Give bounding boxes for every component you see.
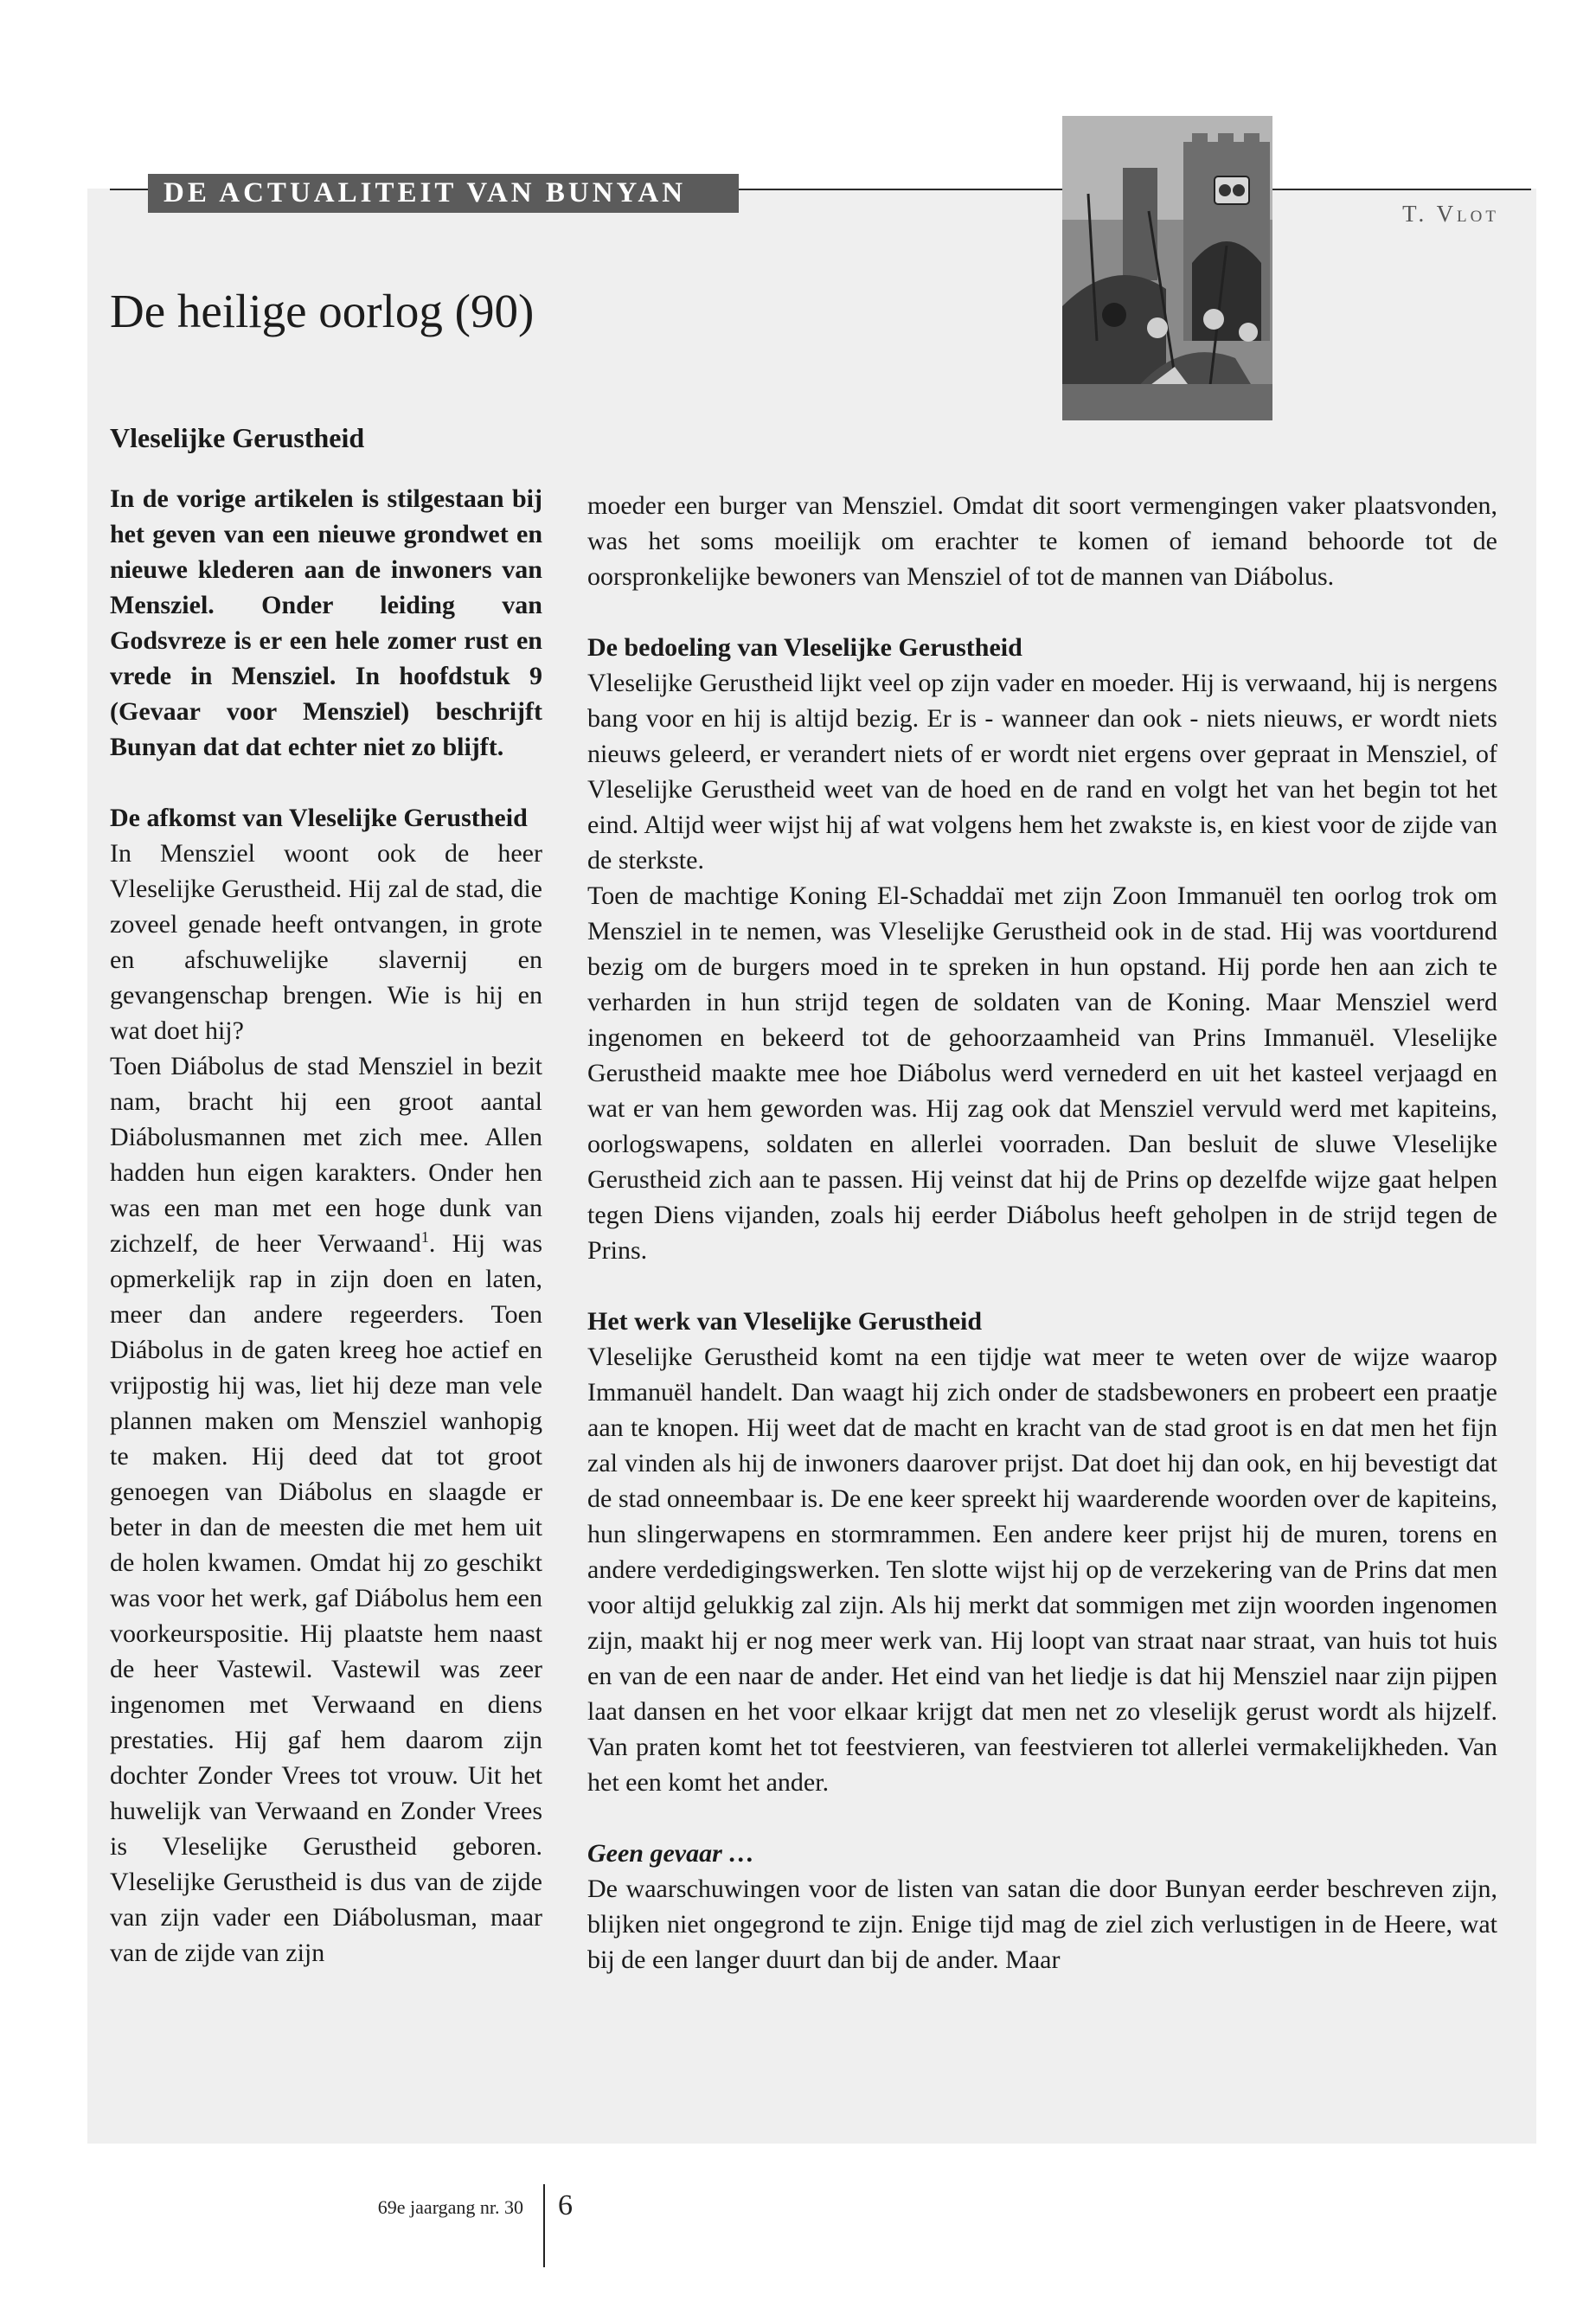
paragraph-bedoeling-1: Vleselijke Gerustheid lijkt veel op zijn vader en moeder. Hij is verwaand, hij is nergens bang voor en hij is altijd bezig. Er is - wanneer dan ook - niets nieuws, er wordt niets nieuws geleerd, er verandert niets of er wordt niet ergens over gepraat in Mensziel, of Vleselijke Gerustheid weet van de hoed en de rand en volgt het van het begin tot het eind. Altijd weer wijst hij af wat volgens hem het zwakste is, en kiest voor de zijde van de sterkste. (587, 669, 1497, 875)
paragraph-afkomst-2 (110, 1048, 542, 1971)
heading-gevaar: Geen gevaar … (587, 1839, 755, 1868)
left-column (110, 420, 542, 1971)
paragraph-afkomst-1: In Mensziel woont ook de heer Vleselijke Gerustheid. Hij zal de stad, die zoveel genade heeft ontvangen, in grote en afschuwelijke slavernij en gevangenschap brengen. Wie is hij en wat doet hij? (110, 839, 542, 1045)
heading-werk: Het werk van Vleselijke Gerustheid (587, 1307, 983, 1336)
page-number: 6 (558, 2189, 573, 2221)
heading-bedoeling: De bedoeling van Vleselijke Gerustheid (587, 633, 1022, 662)
paragraph-werk: Vleselijke Gerustheid komt na een tijdje wat meer te weten over de wijze waarop Immanuël handelt. Dan waagt hij zich onder de stadsbewoners en probeert een praatje aan te knopen. Hij weet dat de macht en kracht van de stad groot is en dat men het fijn zal vinden als hij de inwoners daarover prijst. Dat doet hij dan ook, en hij bevestigt dat de stad onneembaar is. De ene keer spreekt hij waarderende woorden over de kapiteins, hun slingerwapens en stormrammen. Een andere keer prijst hij de muren, torens en andere verdedigingswerken. Ten slotte wijst hij op de verzekering van de Prins dat men voor altijd gelukkig zal zijn. Als hij merkt dat sommigen met zijn woorden ingenomen zijn, maakt hij er nog meer werk van. Hij loopt van straat naar straat, van huis tot huis en van de een naar de ander. Het eind van het liedje is dat hij Mensziel naar zijn pijpen laat dansen en het voor elkaar krijgt dat men net zo vleselijk gerust wordt als hijzelf. Van praten komt het tot feestvieren, van feestvieren tot allerlei vermakelijkheden. Van het een komt het ander. (587, 1343, 1497, 1797)
paragraph-afkomst-2a: Toen Diábolus de stad Mensziel in bezit nam, bracht hij een groot aantal Diábolusmannen met zich mee. Allen hadden hun eigen karakters. Onder hen was een man met een hoge dunk van zichzelf, de heer Verwaand (110, 1052, 542, 1258)
series-kicker: DE ACTUALITEIT VAN BUNYAN (148, 174, 739, 213)
lead-paragraph: In de vorige artikelen is stilgestaan bij het geven van een nieuwe grondwet en nieuwe klederen aan de inwoners van Mensziel. Onder leiding van Godsvreze is er een hele zomer rust en vrede in Mensziel. In hoofdstuk 9 (Gevaar voor Mensziel) beschrijft Bunyan dat dat echter niet zo blijft. (110, 484, 542, 761)
page-footer (0, 2184, 1596, 2279)
paragraph-gevaar: De waarschuwingen voor de listen van satan die door Bunyan eerder beschreven zijn, blijken niet ongegrond te zijn. Enige tijd mag de ziel zich verlustigen in de Heere, wat bij de een langer duurt dan bij de ander. Maar (587, 1875, 1497, 1974)
heading-afkomst: De afkomst van Vleselijke Gerustheid (110, 804, 528, 832)
paragraph-continuation: moeder een burger van Mensziel. Omdat dit soort vermengingen vaker plaatsvonden, was het soms moeilijk om erachter te komen of iemand behoorde tot de oorspronkelijke bewoners van Mensziel of tot de mannen van Diábolus. (587, 491, 1497, 591)
paragraph-bedoeling-2: Toen de machtige Koning El-Schaddaï met zijn Zoon Immanuël ten oorlog trok om Mensziel in te nemen, was Vleselijke Gerustheid ook in de stad. Hij was voortdurend bezig om de burgers moed in te spreken in hun opstand. Hij porde hen aan zich te verharden in hun strijd tegen de soldaten van de Koning. Maar Mensziel werd ingenomen en bekeerd tot de gehoorzaamheid van Prins Immanuël. Vleselijke Gerustheid maakte mee hoe Diábolus werd vernederd en uit het kasteel verjaagd en wat er van hem geworden was. Hij zag ook dat Mensziel vervuld werd met kapiteins, oorlogswapens, soldaten en allerlei voorraden. Dan besluit de sluwe Vleselijke Gerustheid zich aan te passen. Hij veinst dat hij de Prins op dezelfde wijze gaat helpen tegen Diens vijanden, zoals hij eerder Diábolus heeft geholpen in de strijd tegen de Prins. (587, 881, 1497, 1265)
section-title: Vleselijke Gerustheid (110, 422, 365, 453)
siege-engraving-icon (1062, 116, 1272, 420)
article-title: De heilige oorlog (90) (110, 285, 535, 337)
siege-engraving-image (1062, 116, 1272, 420)
footer-divider (543, 2184, 545, 2267)
paragraph-afkomst-2b: . Hij was opmerkelijk rap in zijn doen en laten, meer dan andere regeerders. Toen Diábolus in de gaten kreeg hoe actief en vrijpostig hij was, liet hij deze man vele plannen maken om Mensziel wanhopig te maken. Hij deed dat tot groot genoegen van Diábolus en slaagde er beter in dan de meesten die met hem uit de holen kwamen. Omdat hij zo geschikt was voor het werk, gaf Diábolus hem een voorkeurspositie. Hij plaatste hem naast de heer Vastewil. Vastewil was zeer ingenomen met Verwaand en diens prestaties. Hij gaf hem daarom zijn dochter Zonder Vrees tot vrouw. Uit het huwelijk van Verwaand en Zonder Vrees is Vleselijke Gerustheid geboren. Vleselijke Gerustheid is dus van de zijde van zijn vader een Diábolusman, maar van de zijde van zijn (110, 1229, 542, 1967)
issue-info: 69e jaargang nr. 30 (377, 2196, 523, 2218)
author-name: T. Vlot (1402, 201, 1499, 227)
right-column (587, 488, 1497, 1977)
footnote-marker: 1 (420, 1228, 429, 1246)
